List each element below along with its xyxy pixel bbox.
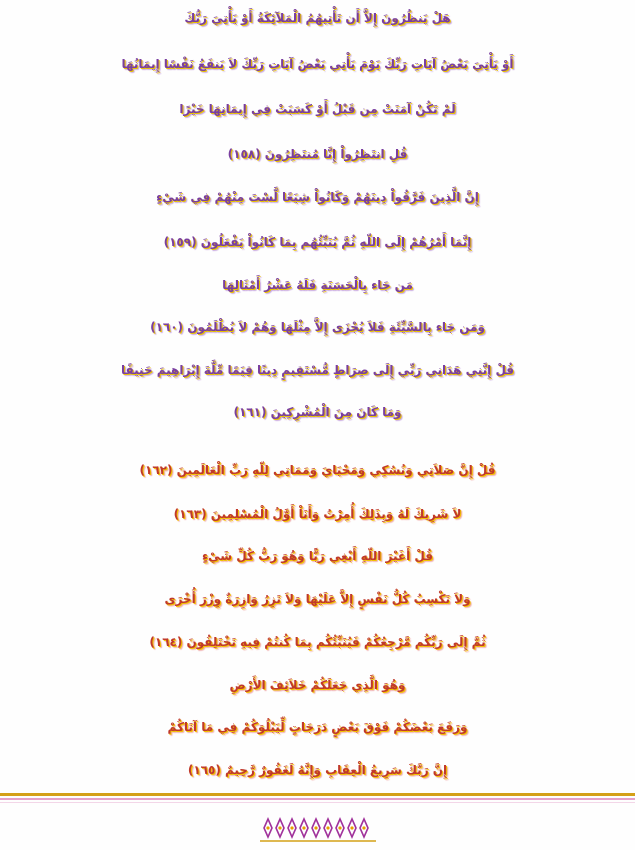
verse-line-5: إِنَّ الَّذِينَ فَرَّقُواْ دِينَهُمْ وَكَانُواْ شِيَعًا لَّسْتَ مِنْهُمْ فِي شَيْءٍ <box>156 190 479 204</box>
verse-line-14: وَلاَ تَكْسِبُ كُلُّ نَفْسٍ إِلاَّ عَلَيْهَا وَلاَ تَزِرُ وَازِرَةٌ وِزْرَ أُخْرَى <box>164 592 471 606</box>
divider-light <box>0 802 635 803</box>
verse-line-3: لَمْ تَكُنْ آمَنَتْ مِن قَبْلُ أَوْ كَسَبَتْ فِي إِيمَانِهَا خَيْرًا <box>179 102 456 116</box>
verse-line-13: قُلْ أَغَيْرَ اللّهِ أَبْغِي رَبًّا وَهُوَ رَبُّ كُلِّ شَيْءٍ <box>202 549 433 563</box>
verse-line-15: ثُمَّ إِلَى رَبِّكُم مَّرْجِعُكُمْ فَيُنَبِّئُكُم بِمَا كُنتُمْ فِيهِ تَخْتَلِفُونَ (١٦٤) <box>149 635 486 649</box>
verse-line-16: وَهُوَ الَّذِي جَعَلَكُمْ خَلاَئِفَ الأَرْضِ <box>229 678 406 692</box>
divider-gold <box>0 793 635 796</box>
verse-line-11: قُلْ إِنَّ صَلاَتِي وَنُسُكِي وَمَحْيَايَ وَمَمَاتِي لِلّهِ رَبِّ الْعَالَمِينَ (١٦٢) <box>139 463 496 477</box>
floral-border-icon <box>0 808 635 848</box>
verse-line-6: إِنَّمَا أَمْرُهُمْ إِلَى اللّهِ ثُمَّ يُنَبِّئُهُم بِمَا كَانُواْ يَفْعَلُونَ (١٥٩) <box>163 235 472 249</box>
verse-line-10: وَمَا كَانَ مِنَ الْمُشْرِكِينَ (١٦١) <box>233 405 402 419</box>
divider-pink <box>0 798 635 800</box>
verse-line-18: إِنَّ رَبَّكَ سَرِيعُ الْعِقَابِ وَإِنَّهُ لَغَفُورٌ رَّحِيمٌ (١٦٥) <box>187 763 448 777</box>
verse-line-8: وَمَن جَاء بِالسَّيِّئَةِ فَلاَ يُجْزَى إِلاَّ مِثْلَهَا وَهُمْ لاَ يُظْلَمُونَ (١٦٠) <box>150 320 485 334</box>
verse-line-17: وَرَفَعَ بَعْضَكُمْ فَوْقَ بَعْضٍ دَرَجَاتٍ لِّيَبْلُوَكُمْ فِي مَا آتَاكُمْ <box>167 720 468 734</box>
verse-line-12: لاَ شَرِيكَ لَهُ وَبِذَلِكَ أُمِرْتُ وَأَنَاْ أَوَّلُ الْمُسْلِمِينَ (١٦٣) <box>173 507 462 521</box>
verse-line-4: قُلِ انتَظِرُواْ إِنَّا مُنتَظِرُونَ (١٥٨) <box>227 147 408 161</box>
verse-line-7: مَن جَاء بِالْحَسَنَةِ فَلَهُ عَشْرُ أَمْثَالِهَا <box>222 278 413 292</box>
verse-line-9: قُلْ إِنَّنِي هَدَانِي رَبِّي إِلَى صِرَاطٍ مُّسْتَقِيمٍ دِينًا قِيَمًا مِّلَّةَ إِبْرَاهِيمَ حَنِيفًا <box>120 363 515 377</box>
verse-line-1: هَلْ يَنظُرُونَ إِلاَّ أَن تَأْتِيهُمُ الْمَلآئِكَةُ أَوْ يَأْتِيَ رَبُّكَ <box>184 11 451 25</box>
verse-line-2: أَوْ يَأْتِيَ بَعْضُ آيَاتِ رَبِّكَ يَوْمَ يَأْتِي بَعْضُ آيَاتِ رَبِّكَ لاَ يَنفَعُ نَفْسًا إِيمَانُهَا <box>121 57 514 71</box>
